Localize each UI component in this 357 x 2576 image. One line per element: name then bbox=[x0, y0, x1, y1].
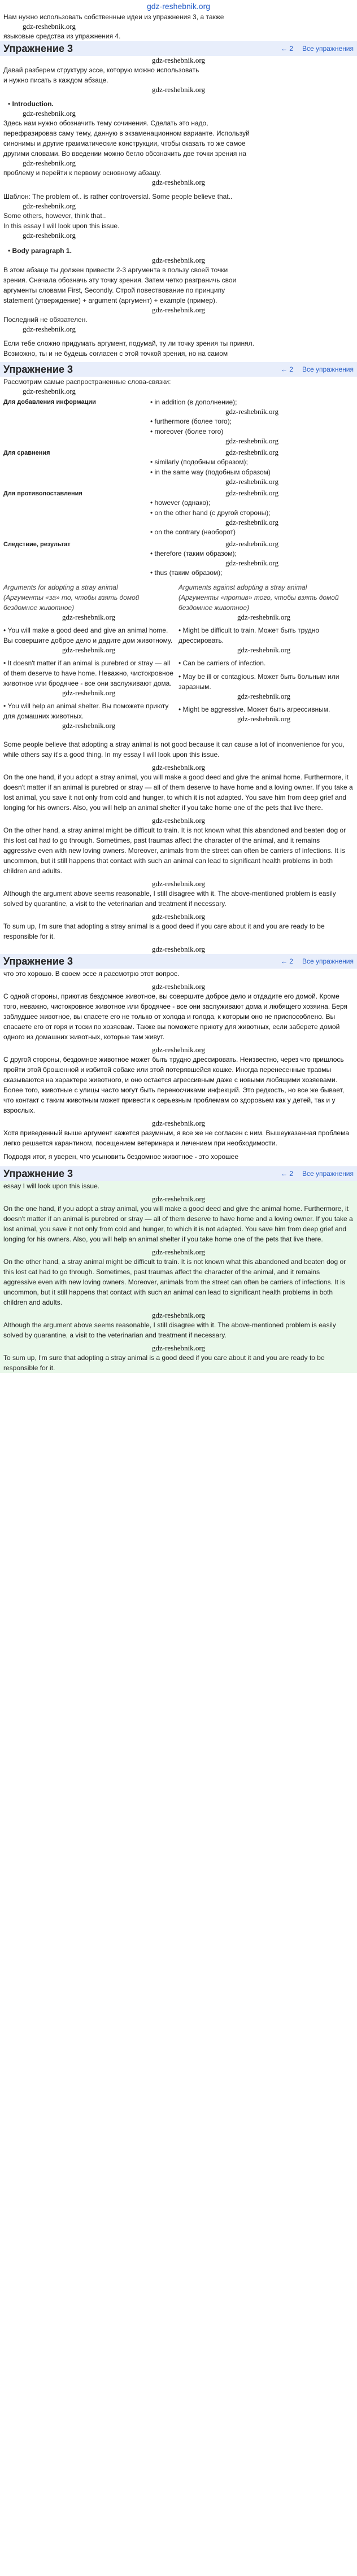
top-bar bbox=[0, 0, 357, 12]
watermark: gdz-reshebnik.org bbox=[225, 407, 278, 416]
essay-text bbox=[0, 739, 357, 954]
section-title: Упражнение 3 bbox=[3, 956, 73, 967]
exercise-nav bbox=[281, 364, 354, 374]
phrase-item: • thus (таким образом); bbox=[150, 569, 223, 577]
arguments-for-heading: Arguments for adopting a stray animal bbox=[3, 583, 118, 591]
argument-item: • It doesn't matter if an animal is purebred or stray — all of them deserve to have home. Неважно, чистокровное животное или бродячее - все они заслуживают дома. bbox=[3, 659, 173, 687]
phrase-item: • on the other hand (с другой стороны); bbox=[150, 509, 271, 517]
structure-text: аргументы словами First, Secondly. Строй повествование по принципу bbox=[3, 286, 225, 294]
translation-paragraph: Хотя приведенный выше аргумент кажется разумным, я все же не согласен с ним. Вышеуказанная проблема легко решается карантином, посещением ветеринара и лечением при необходимости. bbox=[3, 1129, 350, 1147]
prev-exercise-button[interactable]: ← 2 bbox=[280, 365, 293, 373]
structure-text: Здесь нам нужно обозначить тему сочинения. Сделать это надо, bbox=[3, 119, 208, 127]
structure-text: проблему и перейти к первому основному абзацу. bbox=[3, 169, 162, 177]
phrase-group-label: Следствие, результат bbox=[3, 541, 71, 548]
watermark: gdz-reshebnik.org bbox=[152, 85, 205, 94]
essay-paragraph: On the other hand, a stray animal might be difficult to train. It is not known what this abandoned and beaten dog or this lost cat had to go through. Sometimes, past traumas affect the character of the animal, and it remains aggressive even with new loving owners. Moreover, animals from the street can often be carriers of infections. It is uncommon, but it still happens that contact with such an animal can lead to significant health problems in both children and adults. bbox=[3, 826, 346, 875]
watermark: gdz-reshebnik.org bbox=[62, 721, 115, 730]
exercise-nav bbox=[281, 43, 354, 54]
section-title: Упражнение 3 bbox=[3, 1168, 73, 1179]
watermark: gdz-reshebnik.org bbox=[152, 912, 205, 921]
essay-text-highlighted bbox=[0, 1181, 357, 1373]
phrase-item: • therefore (таким образом); bbox=[150, 550, 237, 557]
template-text: Шаблон: The problem of.. is rather controversial. Some people believe that.. bbox=[3, 193, 233, 200]
intro-line: языковые средства из упражнения 4. bbox=[3, 32, 121, 40]
phrase-list bbox=[147, 487, 357, 538]
watermark: gdz-reshebnik.org bbox=[62, 688, 115, 697]
watermark: gdz-reshebnik.org bbox=[152, 1248, 205, 1256]
translation-paragraph: Подводя итог, я уверен, что усыновить бездомное животное - это хорошее bbox=[3, 1153, 239, 1161]
phrase-item: • similarly (подобным образом); bbox=[150, 458, 248, 466]
phrase-item: • however (однако); bbox=[150, 499, 211, 507]
section-title: Упражнение 3 bbox=[3, 364, 73, 375]
essay-paragraph: To sum up, I'm sure that adopting a stray animal is a good deed if you care about it and you are ready to be responsible for it. bbox=[3, 1354, 325, 1372]
watermark: gdz-reshebnik.org bbox=[225, 518, 278, 526]
watermark: gdz-reshebnik.org bbox=[62, 646, 115, 654]
watermark: gdz-reshebnik.org bbox=[225, 539, 278, 548]
exercise-nav bbox=[281, 1169, 354, 1179]
body-label: • Body paragraph 1. bbox=[8, 247, 72, 255]
argument-item: • You will help an animal shelter. Вы поможете приюту для домашних животных. bbox=[3, 702, 169, 720]
essay-paragraph: On the one hand, if you adopt a stray animal, you will make a good deed and give the animal home. Furthermore, it doesn't matter if an animal is purebred or stray — all of them deserve to have home and a loving owner. If you take a lost animal, you save it not only from cold and hunger, to which it is not adapted. You save him from deep grief and longing for his owners. Also, you will help an animal shelter if you take home one of the pets that live there. bbox=[3, 773, 353, 812]
structure-text: перефразировав саму тему, данную в экзаменационном варианте. Используй bbox=[3, 129, 250, 137]
watermark: gdz-reshebnik.org bbox=[23, 325, 76, 333]
template-text: Some others, however, think that.. bbox=[3, 212, 106, 220]
phrases-table bbox=[0, 396, 357, 579]
template-text: In this essay I will look upon this issue. bbox=[3, 222, 120, 230]
watermark: gdz-reshebnik.org bbox=[23, 202, 76, 210]
watermark: gdz-reshebnik.org bbox=[225, 489, 278, 497]
argument-item: • You will make a good deed and give an animal home. Вы совершите доброе дело и дадите дом животному. bbox=[3, 626, 173, 644]
site-link[interactable]: gdz-reshebnik.org bbox=[146, 2, 211, 11]
exercise-nav bbox=[281, 956, 354, 966]
watermark: gdz-reshebnik.org bbox=[152, 982, 205, 991]
translation-paragraph: что это хорошо. В своем эссе я рассмотрю этот вопрос. bbox=[3, 970, 180, 978]
section-header bbox=[0, 41, 357, 56]
argument-item: • May be ill or contagious. Может быть больным или заразным. bbox=[178, 673, 339, 691]
intro-line: Давай разберем структуру эссе, которую можно использовать bbox=[3, 66, 199, 74]
section-title: Упражнение 3 bbox=[3, 43, 73, 54]
section-header bbox=[0, 1166, 357, 1181]
argument-item: • Might be difficult to train. Может быть трудно дрессировать. bbox=[178, 626, 320, 644]
all-exercises-link[interactable]: Все упражнения bbox=[302, 1170, 354, 1178]
phrase-list bbox=[147, 538, 357, 579]
note-text: Возможно, ты и не будешь согласен с этой точкой зрения, но на самом bbox=[3, 350, 228, 358]
phrase-group bbox=[0, 538, 357, 579]
watermark: gdz-reshebnik.org bbox=[152, 945, 205, 953]
watermark: gdz-reshebnik.org bbox=[237, 646, 290, 654]
argument-item: • Might be aggressive. Может быть агрессивным. bbox=[178, 705, 330, 713]
phrase-item: • in addition (в дополнение); bbox=[150, 398, 237, 406]
essay-paragraph: On the one hand, if you adopt a stray animal, you will make a good deed and give the animal home. Furthermore, it doesn't matter if an animal is purebred or stray — all of them deserve to have home and a loving owner. If you take a lost animal, you save it not only from cold and hunger, to which it is not adapted. You save him from deep grief and longing for his owners. Also, you will help an animal shelter if you take home one of the pets that live there. bbox=[3, 1205, 353, 1243]
watermark: gdz-reshebnik.org bbox=[152, 1344, 205, 1352]
watermark: gdz-reshebnik.org bbox=[225, 448, 278, 456]
watermark: gdz-reshebnik.org bbox=[225, 477, 278, 486]
all-exercises-link[interactable]: Все упражнения bbox=[302, 365, 354, 373]
phrase-group-label: Для добавления информации bbox=[3, 399, 96, 406]
note-text: Если тебе сложно придумать аргумент, подумай, ту ли точку зрения ты принял. bbox=[3, 339, 254, 347]
watermark: gdz-reshebnik.org bbox=[225, 559, 278, 567]
structure-text: зрения. Сначала обозначь эту точку зрения. Затем четко разграничь свои bbox=[3, 276, 237, 284]
essay-paragraph: Some people believe that adopting a stray animal is not good because it can cause a lot of inconvenience for you, while others say it's a good thing. In my essay I will look upon this issue. bbox=[3, 740, 345, 759]
essay-paragraph: To sum up, I'm sure that adopting a stray animal is a good deed if you care about it and you are ready to be responsible for it. bbox=[3, 922, 325, 940]
watermark: gdz-reshebnik.org bbox=[237, 613, 290, 621]
phrase-item: • in the same way (подобным образом) bbox=[150, 468, 271, 476]
watermark: gdz-reshebnik.org bbox=[152, 1195, 205, 1203]
watermark: gdz-reshebnik.org bbox=[23, 387, 76, 395]
watermark: gdz-reshebnik.org bbox=[152, 256, 205, 264]
arguments-table bbox=[0, 582, 357, 730]
watermark: gdz-reshebnik.org bbox=[23, 22, 76, 30]
prev-exercise-button[interactable]: ← 2 bbox=[280, 957, 293, 965]
essay-paragraph: On the other hand, a stray animal might be difficult to train. It is not known what this abandoned and beaten dog or this lost cat had to go through. Sometimes, past traumas affect the character of the animal, and it remains aggressive even with new loving owners. Moreover, animals from the street can often be carriers of infections. It is uncommon, but it still happens that contact with such an animal can lead to significant health problems in both children and adults. bbox=[3, 1258, 346, 1306]
watermark: gdz-reshebnik.org bbox=[152, 1045, 205, 1054]
watermark: gdz-reshebnik.org bbox=[152, 306, 205, 314]
watermark: gdz-reshebnik.org bbox=[152, 56, 205, 64]
arguments-for bbox=[3, 582, 178, 730]
structure-text: В этом абзаце ты должен привести 2-3 аргумента в пользу своей точки bbox=[3, 266, 228, 274]
intro-line: Нам нужно использовать собственные идеи из упражнения 3, а также bbox=[3, 13, 224, 21]
all-exercises-link[interactable]: Все упражнения bbox=[302, 957, 354, 965]
prev-exercise-button[interactable]: ← 2 bbox=[280, 1170, 293, 1178]
watermark: gdz-reshebnik.org bbox=[225, 437, 278, 445]
watermark: gdz-reshebnik.org bbox=[23, 159, 76, 167]
all-exercises-link[interactable]: Все упражнения bbox=[302, 45, 354, 53]
watermark: gdz-reshebnik.org bbox=[237, 692, 290, 700]
translation-paragraph: С другой стороны, бездомное животное может быть трудно дрессировать. Неизвестно, через что пришлось пройти этой брошенной и избитой собаке или этой потерявшейся кошке. Иногда перенесенные травмы сказываются на характере животного, и оно остается агрессивным даже с новыми любящими хозяевами. Более того, животные с улицы часто могут быть переносчиками инфекций. Это редкость, но все же бывает, что контакт с таким животным может привести к серьезным проблемам со здоровьем как у детей, так и у взрослых. bbox=[3, 1056, 345, 1114]
phrase-item: • on the contrary (наоборот) bbox=[150, 528, 236, 536]
phrase-item: • moreover (более того) bbox=[150, 428, 224, 435]
section-header bbox=[0, 954, 357, 969]
phrase-group bbox=[0, 447, 357, 487]
arguments-against bbox=[178, 582, 354, 730]
section-header bbox=[0, 362, 357, 377]
phrase-group-label: Для противопоставления bbox=[3, 490, 82, 497]
watermark: gdz-reshebnik.org bbox=[152, 1119, 205, 1127]
watermark: gdz-reshebnik.org bbox=[62, 613, 115, 621]
phrase-list bbox=[147, 447, 357, 487]
intro-line: и нужно писать в каждом абзаце. bbox=[3, 76, 108, 84]
essay-paragraph: essay I will look upon this issue. bbox=[3, 1182, 100, 1190]
phrases-intro: Рассмотрим самые распространенные слова-связки: bbox=[3, 378, 171, 386]
arguments-against-subheading: (Аргументы «против» того, чтобы взять домой бездомное животное) bbox=[178, 594, 339, 612]
essay-paragraph: Although the argument above seems reasonable, I still disagree with it. The above-mentioned problem is easily solved by quarantine, a visit to the veterinarian and treatment if necessary. bbox=[3, 1321, 336, 1339]
watermark: gdz-reshebnik.org bbox=[237, 714, 290, 723]
arguments-for-subheading: (Аргументы «за» то, чтобы взять домой бездомное животное) bbox=[3, 594, 140, 612]
watermark: gdz-reshebnik.org bbox=[152, 178, 205, 186]
argument-item: • Can be carriers of infection. bbox=[178, 659, 266, 667]
structure-text: синонимы и другие грамматические конструкции, чтобы сказать то же самое bbox=[3, 140, 246, 147]
watermark: gdz-reshebnik.org bbox=[152, 879, 205, 888]
phrase-group bbox=[0, 487, 357, 538]
phrase-item: • furthermore (более того); bbox=[150, 417, 232, 425]
phrase-group bbox=[0, 396, 357, 447]
phrase-group-label: Для сравнения bbox=[3, 450, 50, 456]
translation-paragraph: С одной стороны, приютив бездомное животное, вы совершите доброе дело и отдадите его домой. Кроме того, неважно, чистокровное животное или бродячее - все они заслуживают дома и любящего хозяина. Беря заблудшее животное, вы спасете его не только от холода и голода, к которым оно не приспособлено. Вы спасаете его от горя и тоски по хозяевам. Также вы поможете приюту для животных, если заберете домой одного из домашних животных, которые там живут. bbox=[3, 992, 348, 1041]
watermark: gdz-reshebnik.org bbox=[152, 816, 205, 825]
structure-text: statement (утверждение) + argument (аргумент) + example (пример). bbox=[3, 297, 217, 304]
watermark: gdz-reshebnik.org bbox=[152, 1311, 205, 1319]
structure-text: Последний не обязателен. bbox=[3, 316, 88, 324]
watermark: gdz-reshebnik.org bbox=[152, 763, 205, 772]
phrase-list bbox=[147, 396, 357, 447]
essay-paragraph: Although the argument above seems reasonable, I still disagree with it. The above-mentioned problem is easily solved by quarantine, a visit to the veterinarian and treatment if necessary. bbox=[3, 890, 336, 908]
intro-label: • Introduction. bbox=[8, 100, 54, 108]
prev-exercise-button[interactable]: ← 2 bbox=[280, 45, 293, 53]
translation-text bbox=[0, 969, 357, 1162]
structure-text: другими словами. Во введении можно бегло обозначить две точки зрения на bbox=[3, 150, 246, 158]
watermark: gdz-reshebnik.org bbox=[23, 109, 76, 117]
arguments-against-heading: Arguments against adopting a stray animal bbox=[178, 583, 307, 591]
watermark: gdz-reshebnik.org bbox=[23, 231, 76, 239]
